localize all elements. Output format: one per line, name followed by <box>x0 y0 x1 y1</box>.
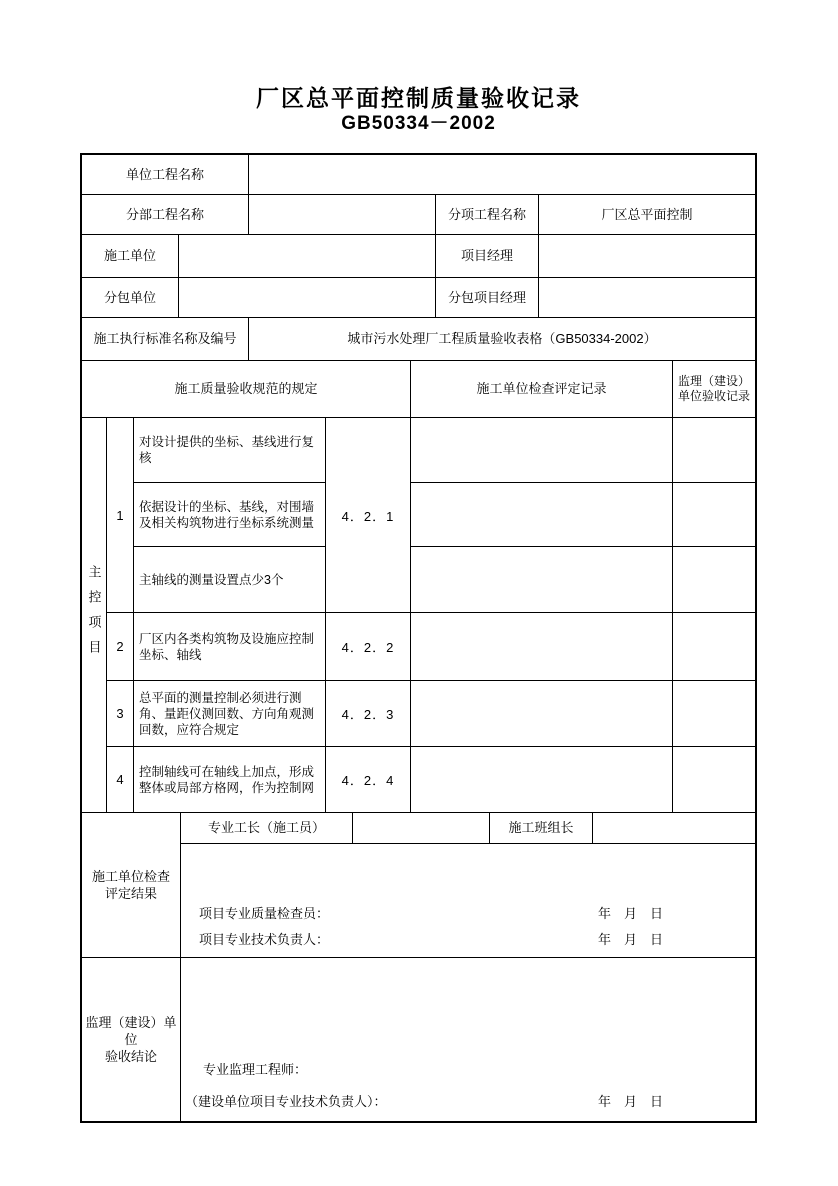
division-project-name-label: 分部工程名称 <box>82 195 249 235</box>
subcontract-unit-value[interactable] <box>179 278 436 318</box>
foreman-label: 专业工长（施工员） <box>181 813 353 844</box>
item-3-spec-code: 4．2．3 <box>326 681 411 747</box>
item-1-spec-code: 4．2．1 <box>326 418 411 613</box>
item-1-number: 1 <box>107 418 134 613</box>
construction-unit-value[interactable] <box>179 235 436 278</box>
subcontract-manager-label: 分包项目经理 <box>436 278 539 318</box>
check-record-cell[interactable] <box>411 613 673 681</box>
item-1a-text: 对设计提供的坐标、基线进行复核 <box>134 418 326 483</box>
check-record-cell[interactable] <box>411 483 673 547</box>
unit-project-name-value[interactable] <box>249 155 755 195</box>
standard-name-value: 城市污水处理厂工程质量验收表格（GB50334-2002） <box>249 318 755 361</box>
check-column-header: 施工单位检查评定记录 <box>411 361 673 418</box>
form-standard-code: GB50334－2002 <box>341 113 496 134</box>
item-4-text: 控制轴线可在轴线上加点，形成整体或局部方格网，作为控制网 <box>134 747 326 813</box>
check-record-cell[interactable] <box>411 547 673 613</box>
title-block <box>80 84 757 136</box>
item-3-number: 3 <box>107 681 134 747</box>
team-leader-value[interactable] <box>593 813 755 844</box>
item-1c-text: 主轴线的测量设置点少3个 <box>134 547 326 613</box>
check-record-cell[interactable] <box>411 747 673 813</box>
main-control-category-label: 主控项目 <box>86 565 102 665</box>
tech-director-label: 项目专业技术负责人： <box>199 932 330 947</box>
standard-name-label: 施工执行标准名称及编号 <box>82 318 249 361</box>
item-4-number: 4 <box>107 747 134 813</box>
item-2-text: 厂区内各类构筑物及设施应控制坐标、轴线 <box>134 613 326 681</box>
supervision-record-cell[interactable] <box>673 483 755 547</box>
row-division-project <box>82 195 755 235</box>
row-unit-project <box>82 155 755 195</box>
row-column-headers <box>82 361 755 418</box>
item-2-spec-code: 4．2．2 <box>326 613 411 681</box>
supervising-engineer-label: 专业监理工程师： <box>203 1062 308 1077</box>
tech-director-date: 年 月 日 <box>597 932 663 947</box>
project-manager-label: 项目经理 <box>436 235 539 278</box>
quality-inspector-date: 年 月 日 <box>597 906 663 921</box>
form-title: 厂区总平面控制质量验收记录 <box>256 85 581 111</box>
owner-tech-director-label: （建设单位项目专业技术负责人）： <box>185 1094 387 1109</box>
project-manager-value[interactable] <box>539 235 755 278</box>
item-3-text: 总平面的测量控制必须进行测角、量距仪测回数、方向角观测回数，应符合规定 <box>134 681 326 747</box>
division-project-name-value[interactable] <box>249 195 436 235</box>
item-1b-text: 依据设计的坐标、基线，对围墙及相关构筑物进行坐标系统测量 <box>134 483 326 547</box>
main-control-category-cell <box>82 418 107 813</box>
sub-project-name-value: 厂区总平面控制 <box>539 195 755 235</box>
supervision-date: 年 月 日 <box>597 1094 663 1109</box>
item-2-number: 2 <box>107 613 134 681</box>
subcontract-unit-label: 分包单位 <box>82 278 179 318</box>
spec-column-header: 施工质量验收规范的规定 <box>82 361 411 418</box>
foreman-value[interactable] <box>353 813 490 844</box>
check-result-label: 施工单位检查 评定结果 <box>82 813 181 957</box>
check-result-section <box>82 813 755 958</box>
supervision-record-cell[interactable] <box>673 747 755 813</box>
sub-project-name-label: 分项工程名称 <box>436 195 539 235</box>
team-leader-label: 施工班组长 <box>490 813 593 844</box>
subcontract-manager-value[interactable] <box>539 278 755 318</box>
construction-unit-label: 施工单位 <box>82 235 179 278</box>
acceptance-form-table <box>80 153 757 1123</box>
quality-inspector-label: 项目专业质量检查员： <box>199 906 330 921</box>
row-construction-unit <box>82 235 755 278</box>
check-record-cell[interactable] <box>411 681 673 747</box>
item-4-spec-code: 4．2．4 <box>326 747 411 813</box>
check-signature-area[interactable] <box>181 844 755 957</box>
unit-project-name-label: 单位工程名称 <box>82 155 249 195</box>
supervision-column-header: 监理（建设）单位验收记录 <box>673 361 755 418</box>
foreman-row <box>181 813 755 844</box>
supervision-record-cell[interactable] <box>673 418 755 483</box>
supervision-conclusion-label: 监理（建设）单位 验收结论 <box>82 958 181 1121</box>
row-standard <box>82 318 755 361</box>
row-subcontract-unit <box>82 278 755 318</box>
supervision-record-cell[interactable] <box>673 613 755 681</box>
supervision-record-cell[interactable] <box>673 681 755 747</box>
supervision-conclusion-section <box>82 958 755 1121</box>
check-record-cell[interactable] <box>411 418 673 483</box>
main-control-items-grid <box>82 418 755 813</box>
supervision-signature-area[interactable] <box>181 958 755 1121</box>
supervision-record-cell[interactable] <box>673 547 755 613</box>
